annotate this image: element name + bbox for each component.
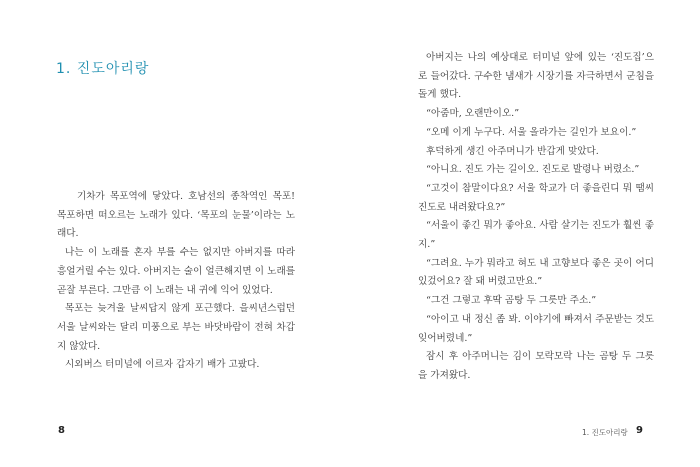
paragraph: “아줌마, 오랜만이오.” [426,108,520,120]
paragraph: “아이고 내 정신 좀 봐. 이야기에 빠져서 주문받는 것도 잊어버렸네.” [418,313,654,344]
page-number-left: 8 [58,425,65,436]
page-number-right: 9 [636,425,643,436]
paragraph: “그려요. 누가 뭐라고 혀도 내 고향보다 좋은 곳이 어디 있겄어요? 잘 돼 버렸고만요.” [418,257,654,288]
paragraph: “아니요. 진도 가는 길이오. 진도로 발령나 버렸소.” [426,164,640,176]
running-head: 1. 진도아리랑 [582,428,628,437]
right-page-body [418,49,654,386]
paragraph: 목포는 늦겨울 날씨답지 않게 포근했다. 을씨년스럽던 서울 날씨와는 달리 미풍으로 부는 바닷바람이 전혀 차갑지 않았다. [57,303,295,352]
paragraph: “서울이 좋긴 뭐가 좋아요. 사람 살기는 진도가 훨씬 좋지.” [418,220,654,251]
paragraph: 잠시 후 아주머니는 김이 모락모락 나는 곰탕 두 그릇을 가져왔다. [418,351,654,381]
chapter-title: 1. 진도아리랑 [56,61,150,77]
paragraph: “오메 이게 누구다. 서울 올라가는 길인가 보요이.” [426,126,637,138]
left-page-body [57,188,295,375]
paragraph: “고것이 참말이다요? 서울 학교가 더 좋을린디 뭐 땜씨 진도로 내려왔다요?” [418,182,654,213]
paragraph: “그건 그렇고 후딱 곰탕 두 그릇만 주소.” [426,295,597,307]
paragraph: 아버지는 나의 예상대로 터미널 앞에 있는 ‘진도집’으로 들어갔다. 구수한 냄새가 시장기를 자극하면서 군침을 돌게 했다. [418,52,654,101]
paragraph: 후덕하게 생긴 아주머니가 반갑게 맞았다. [426,145,599,157]
paragraph: 기차가 목포역에 닿았다. 호남선의 종착역인 목포! 목포하면 떠오르는 노래가 있다. ‘목포의 눈물’이라는 노래다. [57,191,295,240]
paragraph: 나는 이 노래를 혼자 부를 수는 없지만 아버지를 따라 흥얼거릴 수는 있다. 아버지는 술이 얼큰해지면 이 노래를 곧잘 부른다. 그만큼 이 노래는 내 귀에 익어 있었다. [57,247,295,296]
paragraph: 시외버스 터미널에 이르자 갑자기 배가 고팠다. [65,359,260,371]
right-page [350,0,700,467]
